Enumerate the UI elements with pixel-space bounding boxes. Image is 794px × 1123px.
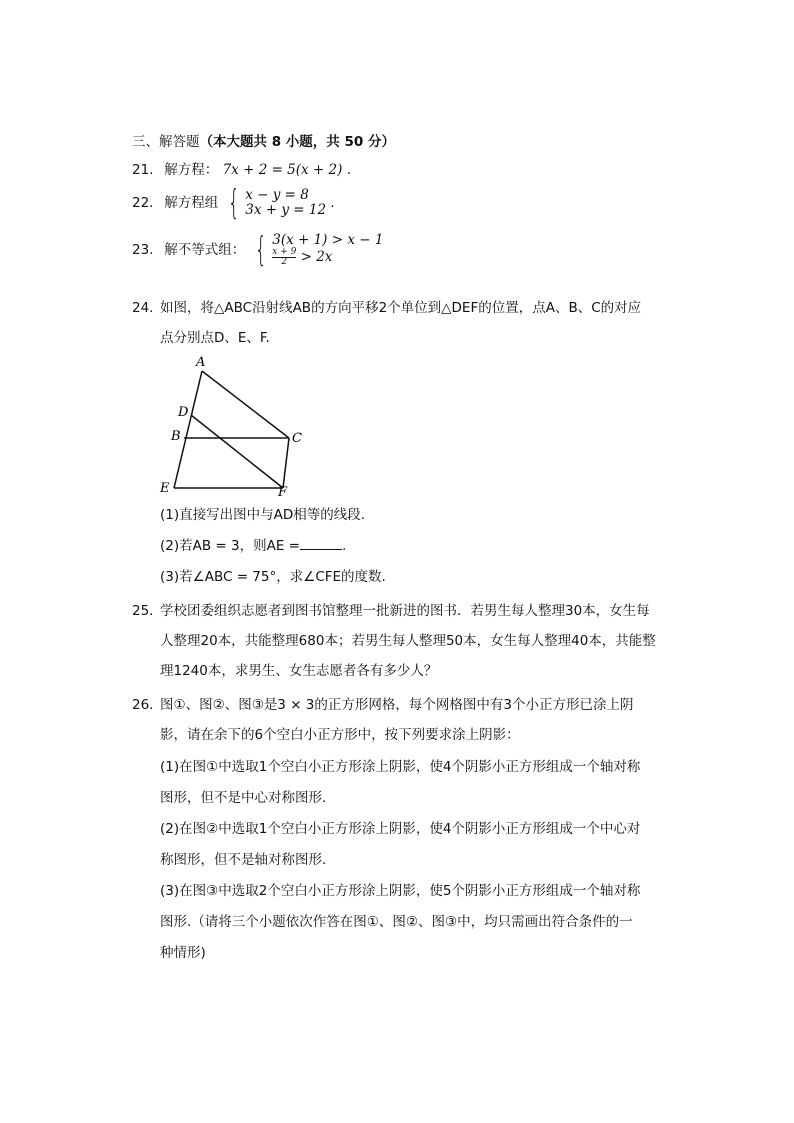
question-21 bbox=[132, 160, 351, 181]
question-number: 23. bbox=[132, 242, 154, 258]
equation-system bbox=[223, 183, 327, 223]
fraction-denominator: 2 bbox=[281, 257, 288, 267]
section-title: 三、解答题 bbox=[132, 134, 200, 150]
question-text: 解方程： bbox=[164, 162, 219, 178]
question-number: 21. bbox=[132, 162, 154, 178]
left-brace: { bbox=[227, 183, 240, 223]
translation-figure bbox=[155, 350, 315, 500]
section-note: （本大题共 8 小题，共 50 分） bbox=[199, 134, 395, 150]
question-22 bbox=[132, 183, 335, 223]
period: . bbox=[346, 162, 351, 178]
question-number: 26. bbox=[132, 697, 154, 713]
question-number: 25. bbox=[132, 603, 154, 619]
q25-line-3: 理1240本，求男生、女生志愿者各有多少人？ bbox=[160, 663, 438, 679]
q24-sub-2-text: (2)若AB = 3，则AE = bbox=[160, 538, 300, 554]
inequality-system bbox=[250, 230, 384, 270]
question-line-1: 如图，将△ABC沿射线AB的方向平移2个单位到△DEF的位置，点A、B、C的对应 bbox=[160, 300, 642, 316]
q26-line-2: 影，请在余下的6个空白小正方形中，按下列要求涂上阴影： bbox=[160, 727, 520, 743]
question-line-1: 图①、图②、图③是3 × 3的正方形网格，每个网格图中有3个小正方形已涂上阴 bbox=[160, 697, 634, 713]
section-heading bbox=[132, 130, 395, 150]
answer-blank[interactable] bbox=[300, 535, 342, 550]
q26-sub-3b: 图形.（请将三个小题依次作答在图①、图②、图③中，均只需画出符合条件的一 bbox=[160, 914, 633, 930]
segment-ac bbox=[202, 371, 289, 438]
label-e: E bbox=[160, 481, 170, 496]
label-f: F bbox=[278, 485, 288, 500]
q24-sub-2 bbox=[160, 531, 664, 561]
period: . bbox=[341, 538, 347, 554]
period: . bbox=[330, 195, 335, 211]
q25-line-2: 人整理20本，共能整理680本；若男生每人整理50本，女生每人整理40本，共能整 bbox=[160, 633, 656, 649]
q26-sub-2b: 称图形，但不是轴对称图形. bbox=[160, 852, 327, 868]
question-26 bbox=[132, 690, 672, 720]
equation-line-2: 3x + y = 12 bbox=[245, 202, 327, 218]
question-number: 22. bbox=[132, 195, 154, 211]
label-c: C bbox=[292, 431, 302, 446]
q24-sub-1: (1)直接写出图中与AD相等的线段. bbox=[160, 507, 366, 523]
segment-df bbox=[191, 415, 283, 488]
question-25 bbox=[132, 596, 672, 626]
segment-cf bbox=[283, 438, 289, 488]
left-brace: { bbox=[254, 230, 267, 270]
fraction bbox=[272, 248, 296, 267]
question-text: 解方程组 bbox=[164, 195, 219, 211]
equation-line-1: x − y = 8 bbox=[245, 187, 309, 203]
q24-sub-3: (3)若∠ABC = 75°，求∠CFE的度数. bbox=[160, 569, 386, 585]
question-24 bbox=[132, 293, 672, 323]
q26-sub-3a: (3)在图③中选取2个空白小正方形涂上阴影，使5个阴影小正方形组成一个轴对称 bbox=[160, 883, 641, 899]
fraction-numerator: x + 9 bbox=[272, 247, 297, 257]
question-text: 解不等式组： bbox=[164, 242, 246, 258]
q26-sub-2a: (2)在图②中选取1个空白小正方形涂上阴影，使4个阴影小正方形组成一个中心对 bbox=[160, 821, 641, 837]
question-line-1: 学校团委组织志愿者到图书馆整理一批新进的图书．若男生每人整理30本，女生每 bbox=[160, 603, 650, 619]
q26-sub-1b: 图形，但不是中心对称图形. bbox=[160, 790, 327, 806]
label-b: B bbox=[171, 429, 181, 444]
label-a: A bbox=[196, 355, 206, 370]
label-d: D bbox=[178, 405, 189, 420]
inequality-line-1: 3(x + 1) > x − 1 bbox=[272, 232, 384, 248]
equation: 7x + 2 = 5(x + 2) bbox=[222, 162, 343, 178]
q26-sub-3c: 种情形) bbox=[160, 945, 206, 961]
question-23 bbox=[132, 230, 384, 270]
inequality-line-2: > 2x bbox=[300, 249, 333, 265]
q24-line-2: 点分别点D、E、F. bbox=[160, 330, 270, 346]
question-number: 24. bbox=[132, 300, 154, 316]
q26-sub-1a: (1)在图①中选取1个空白小正方形涂上阴影，使4个阴影小正方形组成一个轴对称 bbox=[160, 759, 641, 775]
